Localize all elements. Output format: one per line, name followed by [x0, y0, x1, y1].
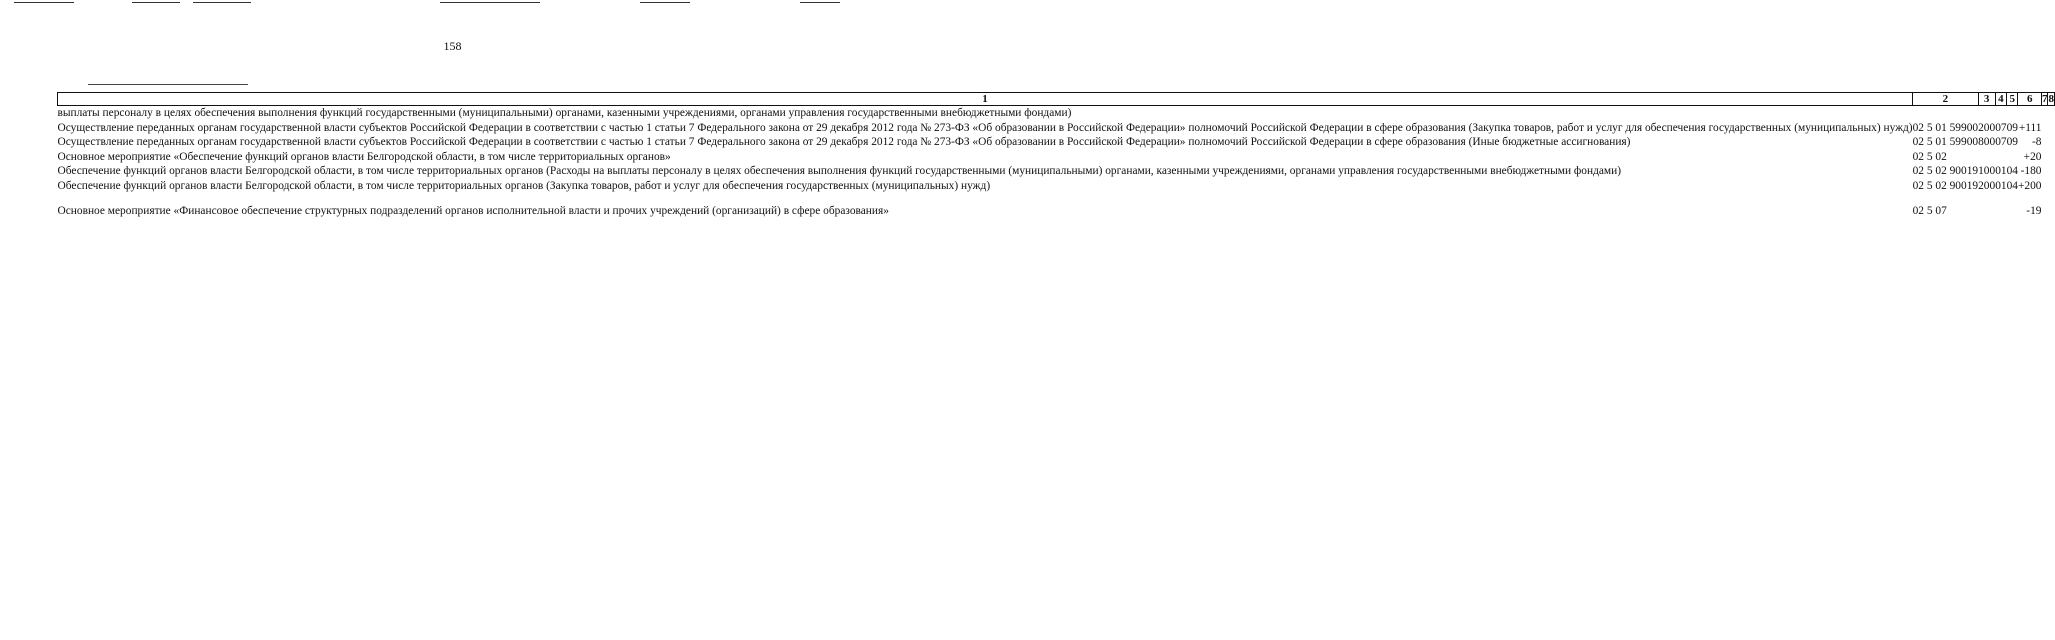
row-pr: [2007, 106, 2018, 121]
row-description: Обеспечение функций органов власти Белгородской области, в том числе территориальных органов (Расходы на выплаты персоналу в целях обеспечения выполнения функций государственными (муниципальными) органами, казенными учреждениями, органами управления государственными внебюджетными фондами): [57, 165, 1622, 178]
row-pr: 09: [2006, 136, 2018, 149]
row-pr: [2007, 150, 2018, 165]
row-rz: 07: [1995, 121, 2007, 134]
row-rz: 01: [1995, 165, 2007, 178]
header-col-3: 3: [1978, 93, 1995, 106]
row-kvr: [1978, 106, 1995, 121]
row-kvr: [1978, 150, 1995, 165]
row-pr: 04: [2006, 179, 2018, 192]
row-sum: -19: [2026, 204, 2042, 217]
row-sum: +111: [2018, 121, 2042, 134]
row-description: Основное мероприятие «Финансовое обеспечение структурных подразделений органов исполнительной власти и прочих учреждений (организаций) в сфере образования»: [57, 204, 889, 217]
row-kvr: 200: [1978, 179, 1996, 192]
budget-table: [57, 92, 2055, 218]
scan-edge-line: [640, 2, 690, 3]
row-code: 02 5 02: [1912, 150, 1947, 163]
row-pr: [2007, 204, 2018, 219]
row-sum: [2018, 106, 2042, 121]
row-rz: [1995, 106, 2006, 121]
header-col-6: 6: [2018, 93, 2042, 106]
row-rz: [1995, 150, 2006, 165]
row-kvr: [1978, 204, 1995, 219]
row-description: Осуществление переданных органам государственной власти субъектов Российской Федерации в соответствии с частью 1 статьи 7 Федерального закона от 29 декабря 2012 года № 273-ФЗ «Об образовании в Российской Федерации» полномочий Российской Федерации в сфере образования (Иные бюджетные ассигнования): [57, 136, 1631, 149]
table-spacer-row: [58, 194, 2055, 204]
scan-edge-line: [14, 2, 74, 3]
table-row: [58, 121, 2055, 136]
row-rz: 01: [1995, 179, 2007, 192]
row-description: Основное мероприятие «Обеспечение функций органов власти Белгородской области, в том числе территориальных органов»: [57, 150, 671, 163]
header-col-1: 1: [58, 93, 1913, 106]
row-kvr: 100: [1978, 165, 1996, 178]
header-rule: [88, 84, 248, 85]
header-col-4: 4: [1995, 93, 2006, 106]
header-col-7: 7: [2041, 93, 2048, 105]
table-header-row: [58, 93, 2055, 106]
scan-edge-line: [193, 2, 251, 3]
row-pr: 09: [2006, 121, 2018, 134]
scan-edge-line: [132, 2, 180, 3]
table-row: [58, 204, 2055, 219]
header-col-8: 8: [2048, 93, 2054, 105]
row-code: 02 5 02 90019: [1912, 165, 1979, 178]
scan-edge-line: [800, 2, 840, 3]
row-code: 02 5 01 59900: [1912, 121, 1979, 134]
row-kvr: 800: [1978, 136, 1996, 149]
row-description: выплаты персоналу в целях обеспечения выполнения функций государственными (муниципальными) органами, казенными учреждениями, органами управления государственными внебюджетными фондами): [57, 107, 1072, 119]
table-row: [58, 135, 2055, 150]
header-col-5: 5: [2007, 93, 2018, 106]
header-col-2: 2: [1913, 93, 1979, 106]
row-sum: +200: [2017, 179, 2042, 192]
row-pr: 04: [2006, 165, 2018, 178]
row-code: 02 5 07: [1912, 204, 1947, 217]
row-sum: -180: [2020, 165, 2042, 178]
scan-edge-line: [440, 2, 540, 3]
table-row: [58, 150, 2055, 165]
row-sum: +20: [2023, 150, 2042, 163]
row-kvr: 200: [1978, 121, 1996, 134]
row-rz: [1995, 204, 2006, 219]
row-rz: 07: [1995, 136, 2007, 149]
row-code: 02 5 01 59900: [1912, 136, 1979, 149]
row-code: [1913, 106, 1979, 121]
row-code: 02 5 02 90019: [1912, 179, 1979, 192]
table-row: [58, 164, 2055, 179]
row-description: Осуществление переданных органам государственной власти субъектов Российской Федерации в соответствии с частью 1 статьи 7 Федерального закона от 29 декабря 2012 года № 273-ФЗ «Об образовании в Российской Федерации» полномочий Российской Федерации в сфере образования (Закупка товаров, работ и услуг для обеспечения государственных (муниципальных) нужд): [57, 121, 1913, 134]
row-sum: -8: [2031, 136, 2042, 149]
table-row: [58, 179, 2055, 194]
row-description: Обеспечение функций органов власти Белгородской области, в том числе территориальных органов (Закупка товаров, работ и услуг для обеспечения государственных (муниципальных) нужд): [57, 179, 991, 192]
page-number: 158: [443, 39, 462, 53]
table-row: [58, 106, 2055, 121]
